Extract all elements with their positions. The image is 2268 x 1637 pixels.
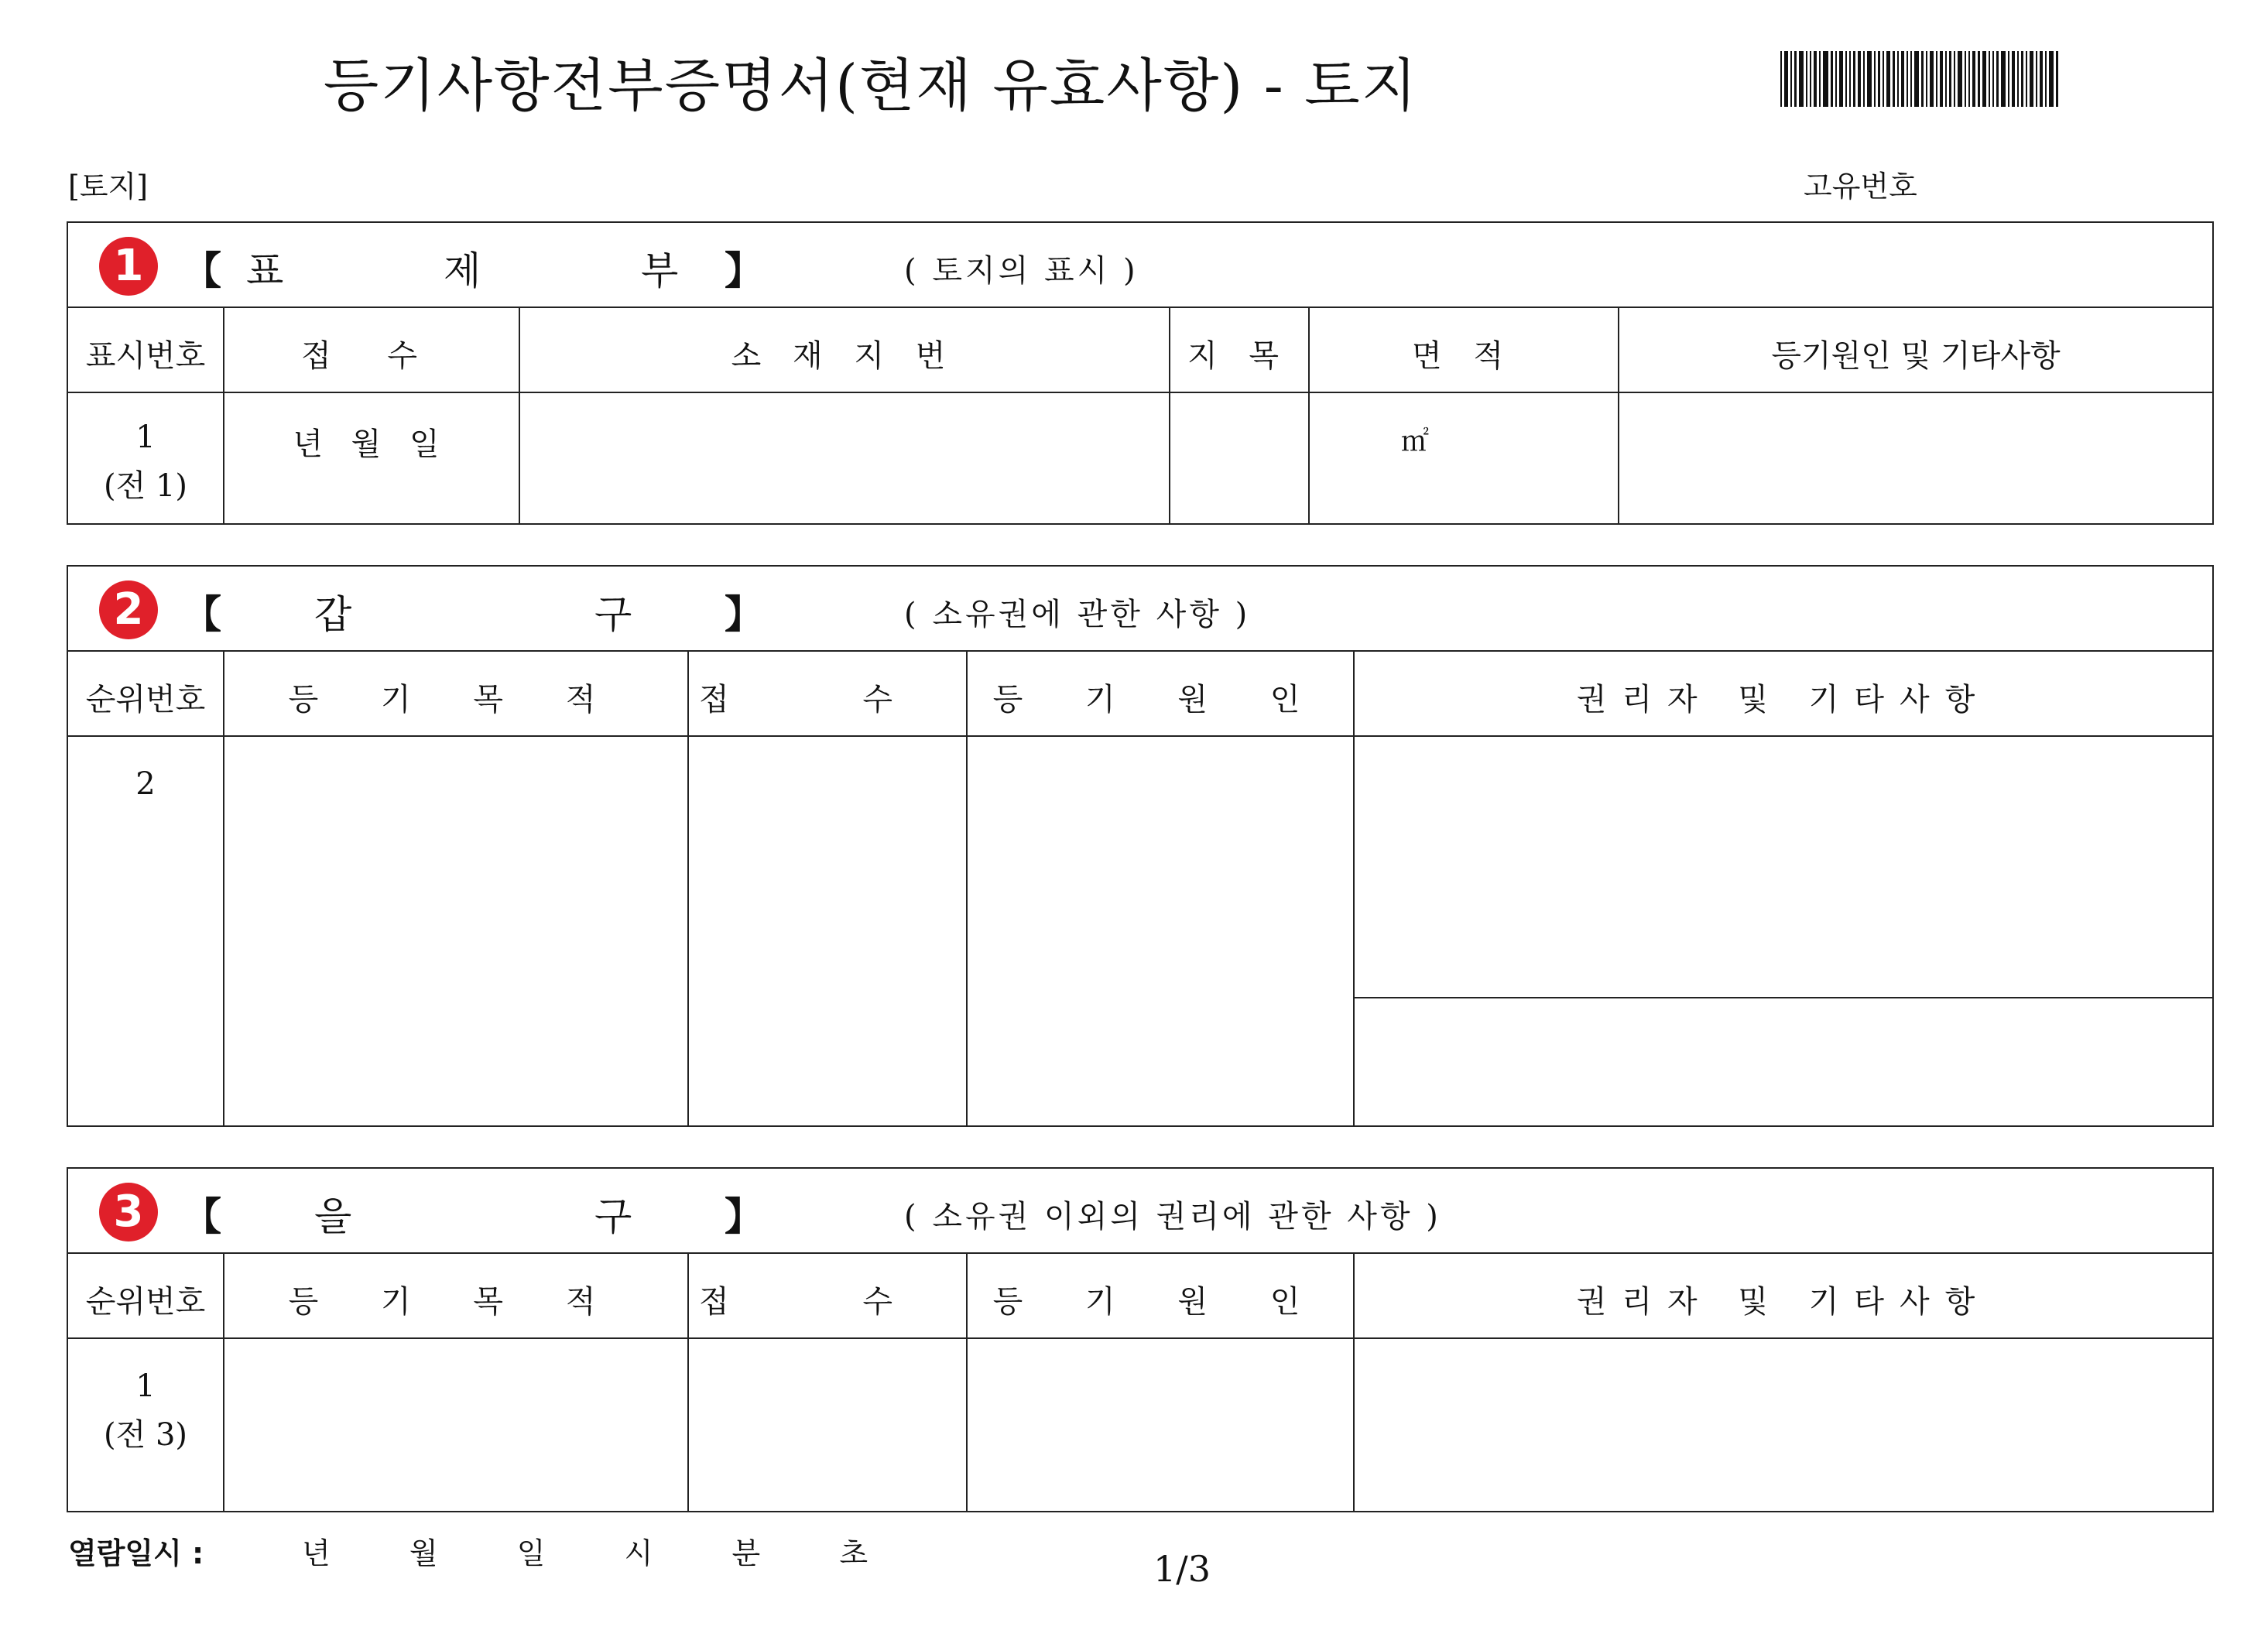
barcode-bar [1978, 51, 1980, 107]
barcode-bar [1806, 51, 1807, 107]
barcode-bar [1926, 51, 1927, 107]
barcode-bar [1810, 51, 1811, 107]
barcode-bar [1901, 51, 1904, 107]
column-header: 표시번호 [85, 338, 206, 374]
barcode-bar [1853, 51, 1855, 107]
column-header-row [68, 652, 2212, 737]
section-name-char: 구 [594, 592, 632, 637]
barcode-bar [1968, 51, 1970, 107]
barcode-bar [2040, 51, 2043, 107]
barcode-bar [1949, 51, 1951, 107]
barcode-bar [1874, 51, 1876, 107]
close-bracket: 】 [725, 1194, 763, 1239]
column-header: 면 적 [1412, 338, 1514, 374]
column-header: 접 수 [699, 682, 954, 717]
viewed-datetime-label: 열람일시 : [68, 1536, 204, 1570]
close-bracket: 】 [725, 248, 763, 293]
barcode-bar [1897, 51, 1899, 107]
column-header: 권리자 및 기타사항 [1576, 682, 1991, 717]
column-header: 등 기 원 인 [992, 682, 1327, 717]
barcode-bar [1790, 51, 1792, 107]
section-name-char: 을 [314, 1194, 352, 1239]
barcode-bar [1849, 51, 1851, 107]
barcode-bar [1835, 51, 1837, 107]
barcode-bar [1958, 51, 1962, 107]
column-header: 권리자 및 기타사항 [1576, 1284, 1991, 1320]
barcode [1780, 51, 2214, 107]
barcode-bar [1858, 51, 1861, 107]
row-number: 2 [135, 766, 156, 802]
row-number-previous: (전 1) [103, 468, 187, 504]
barcode-bar [1893, 51, 1895, 107]
section-number-badge: 1 [99, 237, 158, 296]
section-name-char: 갑 [314, 592, 352, 637]
unique-number-label: 고유번호 [1804, 170, 1917, 204]
barcode-bar [1819, 51, 1821, 107]
barcode-bar [1799, 51, 1804, 107]
barcode-bar [1867, 51, 1872, 107]
barcode-bar [1992, 51, 1994, 107]
column-header: 등 기 원 인 [992, 1284, 1327, 1320]
barcode-bar [1965, 51, 1966, 107]
section-number-badge: 2 [99, 580, 158, 639]
barcode-bar [1794, 51, 1797, 107]
open-bracket: 【 [183, 248, 221, 293]
category-label: [토지] [68, 170, 149, 204]
barcode-bar [2001, 51, 2006, 107]
barcode-bar [2056, 51, 2058, 107]
column-header: 순위번호 [85, 682, 206, 717]
section-name-char: 부 [641, 248, 679, 293]
barcode-bar [1878, 51, 1880, 107]
barcode-bar [1814, 51, 1817, 107]
barcode-bar [1823, 51, 1828, 107]
barcode-bar [2017, 51, 2019, 107]
barcode-bar [1921, 51, 1924, 107]
barcode-bar [1886, 51, 1890, 107]
column-header: 지 목 [1187, 338, 1290, 374]
barcode-bar [1910, 51, 1912, 107]
column-header: 접 수 [301, 338, 440, 374]
section-subtitle: ( 소유권에 관한 사항 ) [904, 597, 1251, 632]
section-header [68, 223, 2212, 308]
barcode-bar [1883, 51, 1884, 107]
column-header-row [68, 1254, 2212, 1339]
barcode-bar [1936, 51, 1937, 107]
barcode-bar [1996, 51, 1999, 107]
area-unit: ㎡ [1401, 426, 1430, 457]
column-header: 순위번호 [85, 1284, 206, 1320]
barcode-bar [2036, 51, 2037, 107]
barcode-bar [1907, 51, 1908, 107]
barcode-bar [2030, 51, 2033, 107]
column-header-row [68, 308, 2212, 393]
page-number: 1/3 [1153, 1548, 1211, 1590]
barcode-bar [2026, 51, 2027, 107]
section-b [67, 1167, 2214, 1512]
barcode-bar [1954, 51, 1955, 107]
column-header: 접 수 [699, 1284, 954, 1320]
barcode-bar [1780, 51, 1782, 107]
barcode-bar [1839, 51, 1843, 107]
section-name-char: 제 [444, 248, 481, 293]
barcode-bar [2049, 51, 2054, 107]
section-header [68, 1169, 2212, 1254]
column-header: 등 기 목 적 [288, 682, 622, 717]
open-bracket: 【 [183, 1194, 221, 1239]
barcode-bar [2012, 51, 2015, 107]
document-title: 등기사항전부증명서(현재 유효사항) - 토지 [323, 53, 1419, 119]
row-number: 1 [135, 420, 156, 455]
barcode-bar [1940, 51, 1943, 107]
section-subtitle: ( 토지의 표시 ) [904, 253, 1139, 289]
barcode-bar [1972, 51, 1975, 107]
barcode-bar [1930, 51, 1934, 107]
barcode-bar [1845, 51, 1847, 107]
barcode-bar [2045, 51, 2047, 107]
row-number: 1 [135, 1368, 156, 1404]
barcode-bar [1784, 51, 1788, 107]
viewed-datetime-units: 년 월 일 시 분 초 [302, 1536, 889, 1570]
barcode-bar [1945, 51, 1947, 107]
section-number-badge: 3 [99, 1183, 158, 1241]
barcode-bar [1989, 51, 1990, 107]
section-subtitle: ( 소유권 이외의 권리에 관한 사항 ) [904, 1199, 1441, 1235]
section-a [67, 565, 2214, 1127]
section-title-part [67, 221, 2214, 525]
section-name-char: 표 [246, 248, 284, 293]
barcode-bar [1982, 51, 1986, 107]
barcode-bar [1831, 51, 1833, 107]
barcode-bar [2008, 51, 2009, 107]
column-header: 소 재 지 번 [731, 338, 957, 374]
receipt-date: 년 월 일 [293, 426, 449, 462]
column-header: 등기원인 및 기타사항 [1771, 338, 2061, 374]
close-bracket: 】 [725, 592, 763, 637]
barcode-bar [1863, 51, 1865, 107]
open-bracket: 【 [183, 592, 221, 637]
section-header [68, 567, 2212, 652]
row-number-previous: (전 3) [103, 1417, 187, 1453]
barcode-bar [2021, 51, 2023, 107]
column-header: 등 기 목 적 [288, 1284, 622, 1320]
section-name-char: 구 [594, 1194, 632, 1239]
barcode-bar [1914, 51, 1919, 107]
